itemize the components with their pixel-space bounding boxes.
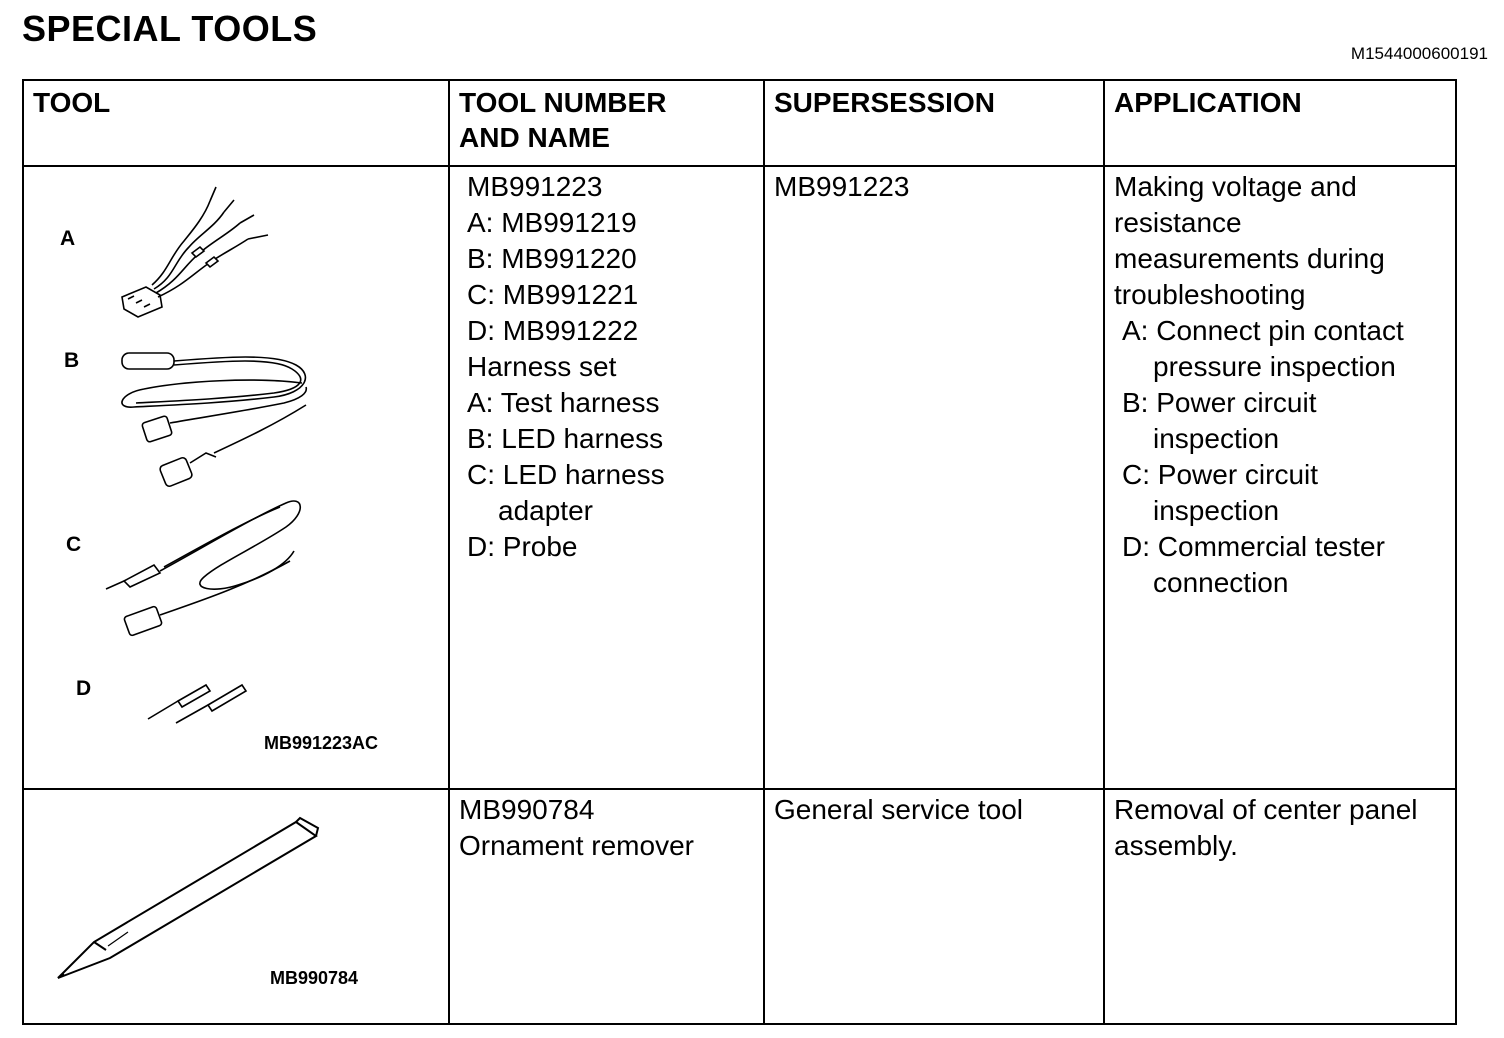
supersession-value: General service tool xyxy=(774,794,1024,825)
tool-number-line: MB990784 xyxy=(459,794,595,825)
tool-number-line: B: LED harness xyxy=(467,423,664,454)
led-harness-drawing xyxy=(122,353,306,487)
application-line: C: Power circuit xyxy=(1122,459,1319,490)
supersession-cell xyxy=(764,166,1104,789)
harness-set-illustration xyxy=(24,167,448,788)
application-line: pressure inspection xyxy=(1153,351,1396,382)
probe-drawing xyxy=(148,685,246,723)
header-supersession: SUPERSESSION xyxy=(764,80,1104,166)
tool-number-line: C: MB991221 xyxy=(467,279,639,310)
tool-number-cell xyxy=(449,789,764,1024)
table-row xyxy=(23,166,1456,789)
illustration-ref-mb990784: MB990784 xyxy=(270,968,359,988)
application-line: assembly. xyxy=(1114,830,1238,861)
tool-illustration-cell xyxy=(23,789,449,1024)
tool-number-line: Harness set xyxy=(467,351,617,382)
tool-number-cell xyxy=(449,166,764,789)
application-line: D: Commercial tester xyxy=(1122,531,1385,562)
application-line: connection xyxy=(1153,567,1289,598)
application-line: measurements during xyxy=(1114,243,1385,274)
header-application: APPLICATION xyxy=(1104,80,1456,166)
application-line: inspection xyxy=(1153,423,1280,454)
application-line: B: Power circuit xyxy=(1122,387,1317,418)
tool-number-line: A: MB991219 xyxy=(467,207,637,238)
document-id: M1544000600191 xyxy=(1350,44,1488,63)
illustration-ref-mb991223ac: MB991223AC xyxy=(264,733,379,753)
header-tool-number-line1: TOOL NUMBER xyxy=(459,87,667,118)
application-line: resistance xyxy=(1114,207,1242,238)
header-row xyxy=(23,80,1456,166)
application-cell xyxy=(1104,789,1456,1024)
application-line: A: Connect pin contact xyxy=(1122,315,1404,346)
tool-number-line: C: LED harness xyxy=(467,459,665,490)
header-tool-number-line2: AND NAME xyxy=(459,122,610,153)
tool-number-line: adapter xyxy=(498,495,593,526)
supersession-cell xyxy=(764,789,1104,1024)
application-line: inspection xyxy=(1153,495,1280,526)
header-tool-number xyxy=(449,80,764,166)
ornament-remover-drawing xyxy=(58,818,318,978)
led-harness-adapter-drawing xyxy=(106,501,300,636)
tool-number-line: A: Test harness xyxy=(467,387,660,418)
page-title: SPECIAL TOOLS xyxy=(22,8,318,49)
illustration-label-c: C xyxy=(66,533,82,556)
application-line: Removal of center panel xyxy=(1114,794,1418,825)
application-cell xyxy=(1104,166,1456,789)
header-tool: TOOL xyxy=(23,80,449,166)
tool-number-line: D: Probe xyxy=(467,531,578,562)
tool-number-line: B: MB991220 xyxy=(467,243,637,274)
special-tools-table xyxy=(22,79,1457,1025)
tool-illustration-cell xyxy=(23,166,449,789)
tool-number-line: D: MB991222 xyxy=(467,315,639,346)
illustration-label-d: D xyxy=(76,677,92,700)
illustration-label-a: A xyxy=(60,227,76,250)
tool-number-line: MB991223 xyxy=(467,171,603,202)
table-row xyxy=(23,789,1456,1024)
application-line: troubleshooting xyxy=(1114,279,1306,310)
test-harness-drawing xyxy=(122,187,268,317)
tool-number-line: Ornament remover xyxy=(459,830,694,861)
supersession-value: MB991223 xyxy=(774,171,910,202)
application-line: Making voltage and xyxy=(1114,171,1357,202)
illustration-label-b: B xyxy=(64,349,80,372)
ornament-remover-illustration xyxy=(24,790,448,1023)
